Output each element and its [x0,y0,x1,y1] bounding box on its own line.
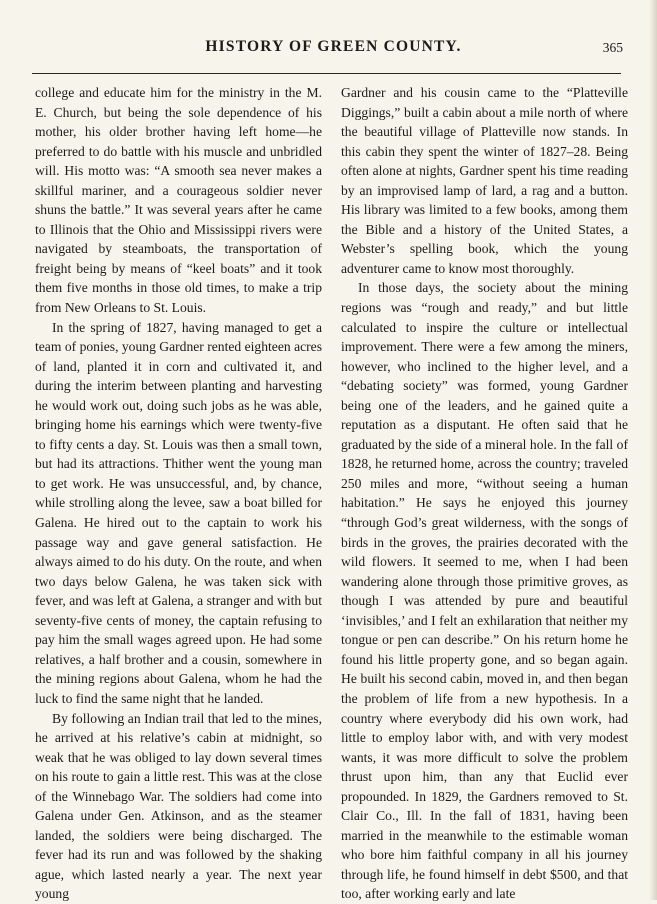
page-number: 365 [602,40,623,55]
paragraph: By following an Indian trail that led to the mines, he arrived at his relative’s cabin at midnight, so weak that he was obliged to lay down several times on his route to gain a little rest. This was at the close of the Winnebago War. The soldiers had come into Galena under Gen. Atkinson, and as the steamer landed, the soldiers were being discharged. The fever had its run and was followed by the shaking ague, which lasted nearly a year. The next year young [35,710,322,902]
page-edge-shadow [649,0,657,900]
paragraph: Gardner and his cousin came to the “Platteville Diggings,” built a cabin about a mile north of where the beautiful village of Platteville now stands. In this cabin they spent the winter of 1827–28. Being often alone at nights, Gardner spent his time reading by an improvised lamp of lard, a rag and a button. His library was limited to a few books, among them the Bible and a history of the United States, a Webster’s spelling book, which the young adventurer came to know most thoroughly. [341,85,628,276]
paragraph: In the spring of 1827, having managed to get a team of ponies, young Gardner rented eighteen acres of land, planted it in corn and cultivated it, and during the interim between planting and harvesting he would work out, doing such jobs as he was able, bringing home his earnings which were twenty-five to fifty cents a day. St. Louis was then a small town, but had its attractions. Thither went the young man to get work. He was unsuccessful, and, by chance, while strolling along the levee, saw a boat billed for Galena. He hired out to the captain to work his passage way and gave general satisfaction. He always aimed to do his duty. On the route, and when two days below Galena, he was taken sick with fever, and was left at Galena, a stranger and with but seventy-five cents of money, the captain refusing to pay him the small wages agreed upon. He had some relatives, a half brother and a cousin, somewhere in the mining regions about Galena, whom he had the luck to find the same night that he landed. [35,319,322,706]
paragraph: In those days, the society about the mining regions was “rough and ready,” and but little calculated to inspire the culture or intellectual improvement. There were a few among the miners, however, who inclined to the higher level, and a “debating society” was formed, young Gardner being one of the leaders, and he gained quite a reputation as a disputant. He often said that he graduated by the side of a mineral hole. In the fall of 1828, he returned home, across the country; traveled 250 miles and more, “without seeing a human habitation.” He says he enjoyed this journey “through God’s great wilderness, with the songs of birds in the groves, the prairies decorated with the wild flowers. It seemed to me, when I had been wandering alone through those primitive groves, as though I was attended by pure and beautiful ‘invisibles,’ and I felt an exhilaration that neither my tongue or pen can describe.” On his return home he found his little property gone, and so began again. He built his second cabin, moved in, and then began the problem of life from a new hypothesis. In a country where everybody did his own work, had little to employ labor with, and with very modest wants, it was more difficult to solve the problem thrust upon him, than any that Euclid ever propounded. In 1829, the Gardners removed to St. Clair Co., Ill. In the fall of 1831, having been married in the meanwhile to the estimable woman who bore him faithful company in all his journey through life, he found himself in debt $500, and that too, after working early and late [341,280,628,902]
paragraph: college and educate him for the ministry in the M. E. Church, but being the sole dependence of his mother, his older brother having left home—he preferred to do battle with his muscle and unbridled will. His motto was: “A smooth sea never makes a skillful mariner, and a courageous soldier never shuns the battle.” It was several years after he came to Illinois that the Ohio and Mississippi rivers were navigated by steamboats, the transportation of freight being by means of “keel boats” and it took them five months in those old times, to make a trip from New Orleans to St. Louis. [35,85,322,316]
left-column [35,83,322,904]
running-title: HISTORY OF GREEN COUNTY. [205,38,462,55]
right-column [341,83,628,904]
page-header [40,38,627,62]
header-rule [32,73,621,74]
